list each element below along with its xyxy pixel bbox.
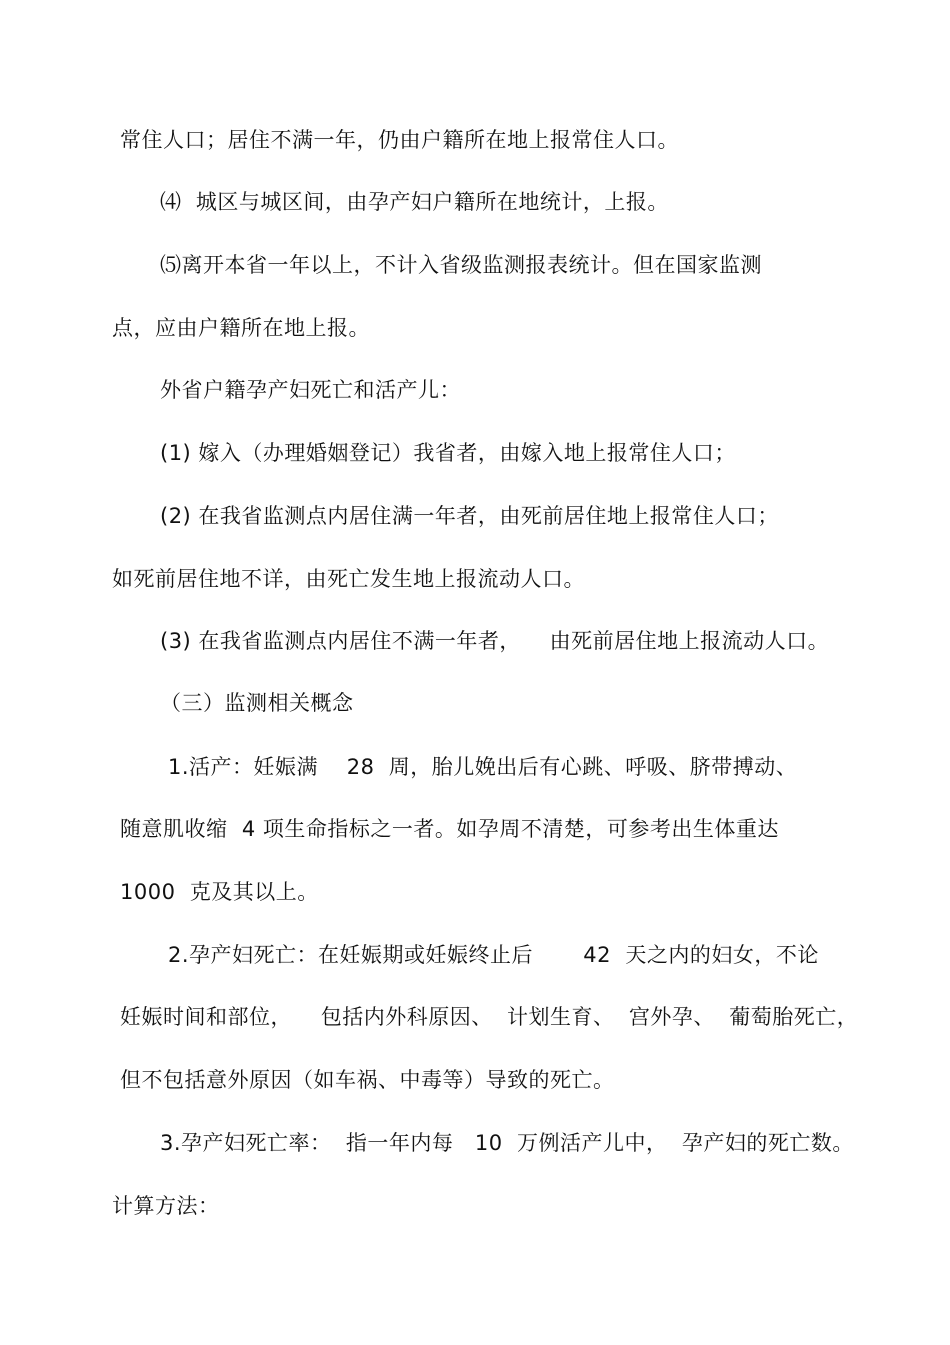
section-heading: （三）监测相关概念 [160,691,354,715]
text-line-18: 计算方法： [112,1194,220,1218]
text-line-2: ⑷ 城区与城区间，由孕产妇户籍所在地统计，上报。 [160,190,669,214]
text-line-14: 2.孕产妇死亡：在妊娠期或妊娠终止后 42 天之内的妇女，不论 [168,943,819,967]
text-line-7: (2) 在我省监测点内居住满一年者，由死前居住地上报常住人口； [160,504,779,528]
text-line-11: 1.活产：妊娠满 28 周，胎儿娩出后有心跳、呼吸、脐带搏动、 [168,755,798,779]
text-line-1: 常住人口；居住不满一年，仍由户籍所在地上报常住人口。 [120,128,679,152]
text-line-13: 1000 克及其以上。 [120,880,319,904]
text-line-15: 妊娠时间和部位， 包括内外科原因、 计划生育、 宫外孕、 葡萄胎死亡， [120,1005,859,1029]
text-line-12: 随意肌收缩 4 项生命指标之一者。如孕周不清楚，可参考出生体重达 [120,817,779,841]
text-line-17: 3.孕产妇死亡率： 指一年内每 10 万例活产儿中， 孕产妇的死亡数。 [160,1131,854,1155]
text-line-9: (3) 在我省监测点内居住不满一年者， 由死前居住地上报流动人口。 [160,629,830,653]
text-line-3: ⑸离开本省一年以上，不计入省级监测报表统计。但在国家监测 [160,253,762,277]
text-line-5: 外省户籍孕产妇死亡和活产儿： [160,378,461,402]
text-line-4: 点，应由户籍所在地上报。 [112,316,370,340]
text-line-8: 如死前居住地不详，由死亡发生地上报流动人口。 [112,567,585,591]
text-line-6: (1) 嫁入（办理婚姻登记）我省者，由嫁入地上报常住人口； [160,441,736,465]
text-line-16: 但不包括意外原因（如车祸、中毒等）导致的死亡。 [120,1068,615,1092]
